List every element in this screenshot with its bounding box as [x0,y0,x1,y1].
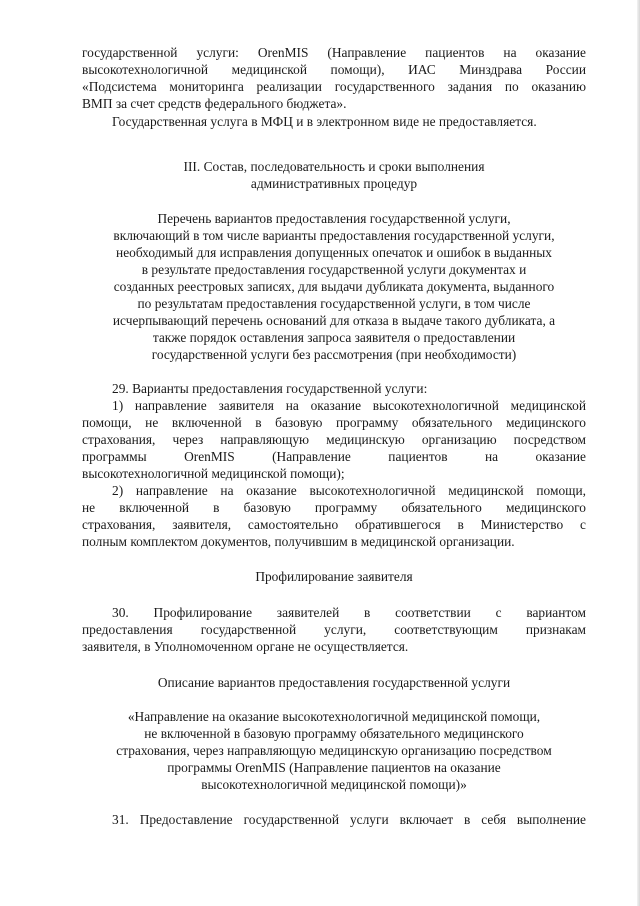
intro-line-4: ВМП за счет средств федерального бюджета». [82,96,347,111]
section-3-heading-line-1: III. Состав, последовательность и сроки выполнения [183,159,485,174]
item-29-line-2: 1) направление заявителя на оказание высокотехнологичной медицинской [112,398,586,413]
variant-title-line-4: программы OrenMIS (Направление пациентов на оказание [167,760,501,775]
item-31-line-1: 31. Предоставление государственной услуги включает в себя выполнение [112,812,586,827]
variants-list-heading-line-2: включающий в том числе варианты предоставления государственной услуги, [113,228,555,243]
variant-title-line-2: не включенной в базовую программу обязательного медицинского [144,726,524,741]
item-30-line-3: заявителя, в Уполномоченном органе не осуществляется. [82,639,409,654]
item-29-line-9: страхования, заявителя, самостоятельно обратившегося в Министерство с [82,517,586,532]
item-29-line-8: не включенной в базовую программу обязательного медицинского [82,500,586,515]
item-29-line-6: высокотехнологичной медицинской помощи); [82,466,345,481]
item-29-line-10: полным комплектом документов, получившим в медицинской организации. [82,534,515,549]
item-29-line-7: 2) направление на оказание высокотехнологичной медицинской помощи, [112,483,586,498]
variants-list-heading-line-3: необходимый для исправления допущенных опечаток и ошибок в выданных [116,245,552,260]
variants-description-heading: Описание вариантов предоставления государственной услуги [157,675,511,690]
item-29-title: 29. Варианты предоставления государственной услуги: [112,381,428,396]
variants-list-heading-line-6: по результатам предоставления государственной услуги, в том числе [137,296,531,311]
variants-list-heading-line-1: Перечень вариантов предоставления государственной услуги, [157,211,511,226]
item-29-line-4: страхования, через направляющую медицинскую организацию посредством [82,432,586,447]
variants-list-heading-line-5: созданных реестровых записях, для выдачи дубликата документа, выданного [113,279,555,294]
variants-list-heading-line-9: государственной услуги без рассмотрения (при необходимости) [151,347,517,362]
variant-title-line-5: высокотехнологичной медицинской помощи)» [201,777,467,792]
variants-list-heading-line-7: исчерпывающий перечень оснований для отказа в выдаче такого дубликата, а [112,313,556,328]
profiling-heading: Профилирование заявителя [255,569,413,584]
intro-line-3: «Подсистема мониторинга реализации государственного задания по оказанию [82,79,586,94]
variant-title-line-3: страхования, через направляющую медицинскую организацию посредством [116,743,552,758]
variants-list-heading-line-8: также порядок оставления запроса заявителя о предоставлении [152,330,516,345]
item-30-line-2: предоставления государственной услуги, соответствующим признакам [82,622,586,637]
item-29-line-3: помощи, не включенной в базовую программу обязательного медицинского [82,415,586,430]
variant-title-line-1: «Направление на оказание высокотехнологичной медицинской помощи, [127,709,541,724]
intro-line-2: высокотехнологичной медицинской помощи), ИАС Минздрава России [82,62,586,77]
intro-line-5: Государственная услуга в МФЦ и в электронном виде не предоставляется. [112,114,537,129]
item-30-line-1: 30. Профилирование заявителей в соответствии с вариантом [112,605,586,620]
variants-list-heading-line-4: в результате предоставления государственной услуги документах и [141,262,527,277]
section-3-heading-line-2: административных процедур [250,176,418,191]
intro-line-1: государственной услуги: OrenMIS (Направление пациентов на оказание [82,45,586,60]
item-29-line-5: программы OrenMIS (Направление пациентов на оказание [82,449,586,464]
